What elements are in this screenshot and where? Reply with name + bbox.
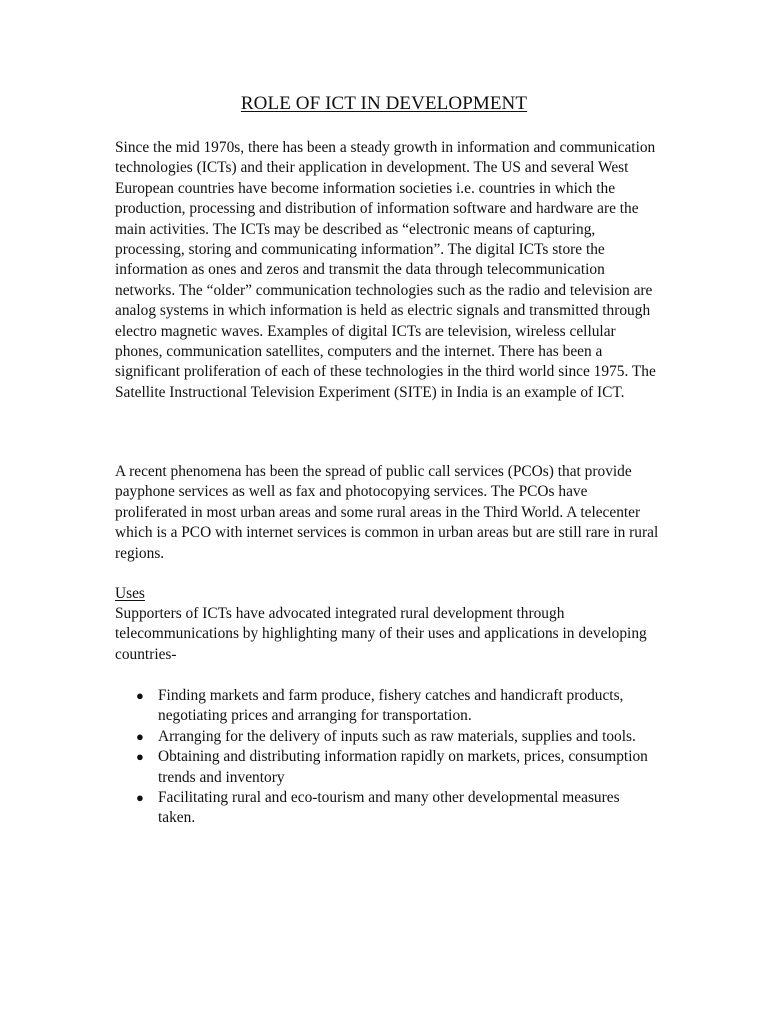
list-item-text: Finding markets and farm produce, fishery catches and handicraft products, negotiating prices and arranging for transportation.: [158, 687, 624, 725]
paragraph-uses-intro: Supporters of ICTs have advocated integrated rural development through telecommunications by highlighting many of their uses and applications in developing countries-: [115, 605, 647, 663]
uses-bullet-list: [115, 686, 660, 829]
bullet-icon: ●: [136, 749, 144, 765]
list-item-text: Facilitating rural and eco-tourism and many other developmental measures taken.: [158, 789, 620, 827]
bullet-icon: ●: [136, 688, 144, 703]
uses-heading: Uses: [115, 585, 145, 602]
bullet-icon: ●: [136, 728, 144, 744]
list-item: [115, 788, 660, 829]
list-item: [115, 747, 660, 788]
paragraph-pco: A recent phenomena has been the spread of public call services (PCOs) that provide payphone services as well as fax and photocopying services. The PCOs have proliferated in most urban areas and some rural areas in the Third World. A telecenter which is a PCO with internet services is common in urban areas but are still rare in rural regions.: [115, 463, 659, 562]
list-item-text: Obtaining and distributing information rapidly on markets, prices, consumption trends and inventory: [158, 748, 648, 786]
paragraph-ict-growth: Since the mid 1970s, there has been a steady growth in information and communication technologies (ICTs) and their application in development. The US and several West European countries have become information societies i.e. countries in which the production, processing and distribution of information software and hardware are the main activities. The ICTs may be described as “electronic means of capturing, processing, storing and communicating information”. The digital ICTs store the information as ones and zeros and transmit the data through telecommunication networks. The “older” communication technologies such as the radio and television are analog systems in which information is held as electric signals and transmitted through electro magnetic waves. Examples of digital ICTs are television, wireless cellular phones, communication satellites, computers and the internet. There has been a significant proliferation of each of these technologies in the third world since 1975. The Satellite Instructional Television Experiment (SITE) in India is an example of ICT.: [115, 139, 656, 401]
document-title: ROLE OF ICT IN DEVELOPMENT: [240, 93, 528, 114]
list-item-text: Arranging for the delivery of inputs such as raw materials, supplies and tools.: [158, 727, 636, 745]
bullet-icon: ●: [136, 790, 144, 806]
list-item: [115, 727, 660, 747]
list-item: [115, 686, 660, 727]
